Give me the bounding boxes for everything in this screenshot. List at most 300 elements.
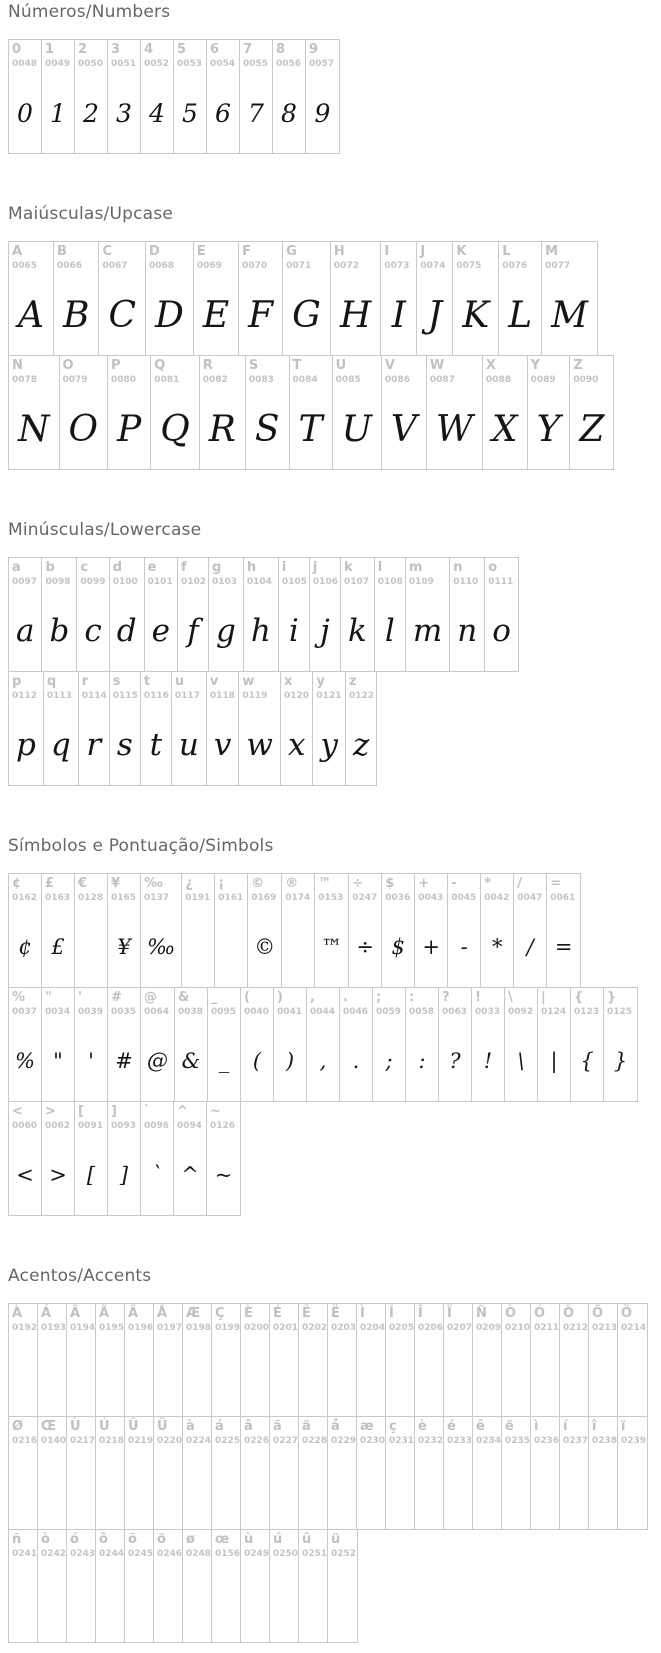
character-label: a bbox=[12, 560, 21, 575]
character-label: n bbox=[453, 560, 463, 575]
character-cell bbox=[42, 874, 75, 987]
glyph-preview: g bbox=[216, 613, 236, 649]
character-label: ™ bbox=[318, 876, 332, 891]
character-cell bbox=[239, 242, 283, 355]
glyph-preview: / bbox=[526, 935, 534, 959]
character-label: h bbox=[246, 560, 257, 575]
cell-label bbox=[481, 874, 513, 907]
cell-label bbox=[560, 1304, 588, 1337]
character-label: Å bbox=[157, 1306, 168, 1321]
glyph-preview bbox=[125, 1337, 153, 1416]
glyph-preview: 9 bbox=[314, 98, 331, 128]
character-cell bbox=[514, 874, 547, 987]
cell-label bbox=[60, 356, 108, 389]
unicode-code: 0104 bbox=[246, 577, 272, 587]
cell-label bbox=[54, 242, 98, 275]
cell-label bbox=[75, 1102, 107, 1135]
character-label: _ bbox=[211, 990, 218, 1005]
glyph-preview: u bbox=[178, 727, 199, 763]
glyph-preview: F bbox=[248, 294, 274, 336]
cell-label bbox=[373, 988, 405, 1021]
character-label: Ó bbox=[534, 1306, 546, 1321]
cell-label bbox=[108, 1102, 140, 1135]
character-label: õ bbox=[128, 1532, 137, 1547]
cell-label bbox=[141, 874, 181, 907]
character-label: ¡ bbox=[218, 876, 225, 891]
unicode-code: 0034 bbox=[45, 1007, 71, 1017]
glyph-preview bbox=[299, 1337, 327, 1416]
character-cell bbox=[406, 988, 439, 1101]
character-cell bbox=[175, 988, 208, 1101]
unicode-code: 0252 bbox=[331, 1549, 357, 1559]
glyph-preview bbox=[183, 1337, 211, 1416]
cell-label bbox=[502, 1304, 530, 1337]
unicode-code: 0081 bbox=[154, 375, 180, 385]
glyph-preview bbox=[415, 1337, 443, 1416]
cell-label bbox=[538, 988, 570, 1021]
unicode-code: 0101 bbox=[147, 577, 173, 587]
character-label: Ê bbox=[302, 1306, 311, 1321]
unicode-code: 0214 bbox=[621, 1323, 647, 1333]
unicode-code: 0204 bbox=[360, 1323, 385, 1333]
glyph-preview: 6 bbox=[215, 98, 231, 128]
cell-label bbox=[589, 1417, 617, 1450]
unicode-code: 0246 bbox=[157, 1549, 182, 1559]
character-label: Ü bbox=[157, 1419, 168, 1434]
glyph-preview: ] bbox=[119, 1163, 129, 1187]
character-cell bbox=[178, 558, 209, 671]
glyph-preview bbox=[125, 1450, 153, 1529]
unicode-code: 0087 bbox=[429, 375, 455, 385]
glyph-preview: O bbox=[68, 408, 99, 450]
glyph-preview: , bbox=[319, 1049, 327, 1073]
unicode-code: 0197 bbox=[157, 1323, 182, 1333]
character-label: y bbox=[316, 674, 325, 689]
unicode-code: 0038 bbox=[178, 1007, 204, 1017]
character-label: G bbox=[286, 244, 297, 259]
unicode-code: 0234 bbox=[476, 1436, 501, 1446]
character-label: C bbox=[102, 244, 113, 259]
unicode-code: 0216 bbox=[12, 1436, 37, 1446]
character-row bbox=[8, 987, 638, 1102]
character-cell bbox=[357, 1304, 386, 1416]
character-label: È bbox=[244, 1306, 253, 1321]
character-cell bbox=[246, 356, 290, 469]
character-row bbox=[8, 557, 519, 672]
character-cell bbox=[38, 1304, 67, 1416]
glyph-preview: 4 bbox=[149, 98, 165, 128]
cell-label bbox=[108, 356, 150, 389]
character-label: Ñ bbox=[476, 1306, 487, 1321]
unicode-code: 0052 bbox=[144, 59, 170, 69]
cell-label bbox=[315, 874, 348, 907]
cell-label bbox=[381, 242, 416, 275]
unicode-code: 0092 bbox=[508, 1007, 534, 1017]
character-cell bbox=[281, 672, 313, 785]
unicode-code: 0090 bbox=[573, 375, 599, 385]
cell-label bbox=[42, 1102, 74, 1135]
character-label: ' bbox=[78, 990, 82, 1005]
cell-label bbox=[439, 988, 471, 1021]
character-cell bbox=[560, 1304, 589, 1416]
cell-label bbox=[182, 874, 214, 907]
character-label: g bbox=[212, 560, 222, 575]
cell-label bbox=[375, 558, 405, 591]
cell-label bbox=[604, 988, 637, 1021]
unicode-code: 0054 bbox=[210, 59, 236, 69]
character-label: V bbox=[384, 358, 395, 373]
character-label: ì bbox=[534, 1419, 539, 1434]
unicode-code: 0212 bbox=[563, 1323, 588, 1333]
character-label: > bbox=[45, 1104, 56, 1119]
unicode-code: 0077 bbox=[545, 261, 571, 271]
character-label: E bbox=[196, 244, 206, 259]
glyph-preview: C bbox=[108, 294, 137, 336]
character-cell bbox=[528, 356, 571, 469]
character-label: Á bbox=[41, 1306, 52, 1321]
character-cell bbox=[244, 558, 279, 671]
glyph-preview: ¢ bbox=[18, 935, 32, 959]
unicode-code: 0191 bbox=[185, 893, 211, 903]
unicode-code: 0112 bbox=[12, 691, 38, 701]
character-cell bbox=[75, 1102, 108, 1215]
glyph-preview: 5 bbox=[182, 98, 198, 128]
unicode-code: 0070 bbox=[242, 261, 268, 271]
cell-label bbox=[589, 1304, 617, 1337]
unicode-code: 0113 bbox=[46, 691, 72, 701]
unicode-code: 0069 bbox=[196, 261, 222, 271]
character-cell bbox=[270, 1304, 299, 1416]
unicode-code: 0156 bbox=[215, 1549, 240, 1559]
unicode-code: 0161 bbox=[218, 893, 244, 903]
glyph-preview bbox=[270, 1450, 298, 1529]
section-title: Números/Numbers bbox=[8, 2, 171, 22]
character-label: Õ bbox=[592, 1306, 604, 1321]
cell-label bbox=[212, 1530, 240, 1563]
cell-label bbox=[154, 1530, 182, 1563]
glyph-preview bbox=[154, 1563, 182, 1642]
glyph-preview bbox=[560, 1450, 588, 1529]
glyph-preview bbox=[212, 1563, 240, 1642]
character-cell bbox=[248, 874, 282, 987]
character-cell bbox=[299, 1304, 328, 1416]
unicode-code: 0251 bbox=[302, 1549, 327, 1559]
cell-label bbox=[77, 558, 108, 591]
cell-label bbox=[239, 672, 280, 705]
unicode-code: 0121 bbox=[316, 691, 342, 701]
unicode-code: 0207 bbox=[447, 1323, 472, 1333]
glyph-preview: K bbox=[462, 294, 490, 336]
cell-label bbox=[386, 1304, 414, 1337]
character-label: Í bbox=[389, 1306, 394, 1321]
unicode-code: 0117 bbox=[174, 691, 200, 701]
character-row bbox=[8, 1416, 648, 1530]
unicode-code: 0111 bbox=[488, 577, 514, 587]
cell-label bbox=[194, 242, 238, 275]
unicode-code: 0063 bbox=[442, 1007, 468, 1017]
character-cell bbox=[42, 1102, 75, 1215]
character-label: å bbox=[331, 1419, 340, 1434]
character-cell bbox=[208, 988, 241, 1101]
cell-label bbox=[241, 1530, 269, 1563]
character-label: À bbox=[12, 1306, 23, 1321]
unicode-code: 0211 bbox=[534, 1323, 559, 1333]
character-cell bbox=[174, 1102, 207, 1215]
character-label: e bbox=[147, 560, 157, 575]
cell-label bbox=[382, 356, 426, 389]
character-label: Ø bbox=[12, 1419, 24, 1434]
character-label: Z bbox=[573, 358, 583, 373]
glyph-preview bbox=[444, 1450, 472, 1529]
glyph-preview bbox=[415, 1450, 443, 1529]
character-cell bbox=[415, 1304, 444, 1416]
cell-label bbox=[246, 356, 289, 389]
cell-label bbox=[42, 874, 74, 907]
character-label: v bbox=[209, 674, 219, 689]
character-cell bbox=[382, 874, 415, 987]
cell-label bbox=[207, 40, 239, 73]
cell-label bbox=[178, 558, 208, 591]
cell-label bbox=[270, 1530, 298, 1563]
character-cell bbox=[9, 1417, 38, 1529]
cell-label bbox=[415, 1304, 443, 1337]
glyph-preview bbox=[183, 1450, 211, 1529]
cell-label bbox=[110, 558, 144, 591]
character-cell bbox=[382, 356, 427, 469]
character-cell bbox=[313, 672, 346, 785]
character-cell bbox=[212, 1304, 241, 1416]
character-cell bbox=[207, 1102, 240, 1215]
glyph-preview: v bbox=[213, 727, 232, 763]
character-label: ü bbox=[331, 1532, 341, 1547]
character-cell bbox=[75, 874, 108, 987]
character-label: i bbox=[281, 560, 287, 575]
character-cell bbox=[79, 672, 110, 785]
unicode-code: 0084 bbox=[292, 375, 318, 385]
glyph-preview: 7 bbox=[248, 98, 264, 128]
unicode-code: 0165 bbox=[111, 893, 137, 903]
character-label: ö bbox=[157, 1532, 166, 1547]
glyph-preview bbox=[241, 1563, 269, 1642]
character-label: s bbox=[112, 674, 121, 689]
character-cell bbox=[183, 1530, 212, 1642]
glyph-preview bbox=[618, 1337, 647, 1416]
character-label: ò bbox=[41, 1532, 50, 1547]
unicode-code: 0086 bbox=[384, 375, 410, 385]
glyph-preview: I bbox=[391, 294, 406, 336]
glyph-preview bbox=[282, 907, 314, 987]
character-label: Ú bbox=[99, 1419, 110, 1434]
cell-label bbox=[9, 1530, 37, 1563]
unicode-code: 0162 bbox=[12, 893, 38, 903]
unicode-code: 0192 bbox=[12, 1323, 37, 1333]
character-label: ê bbox=[476, 1419, 485, 1434]
character-cell bbox=[207, 40, 240, 153]
unicode-code: 0210 bbox=[505, 1323, 530, 1333]
cell-label bbox=[9, 242, 53, 275]
cell-label bbox=[386, 1417, 414, 1450]
character-cell bbox=[110, 558, 145, 671]
unicode-code: 0071 bbox=[286, 261, 312, 271]
glyph-preview bbox=[215, 907, 247, 987]
unicode-code: 0105 bbox=[281, 577, 307, 587]
character-cell bbox=[75, 40, 108, 153]
cell-label bbox=[125, 1417, 153, 1450]
cell-label bbox=[174, 1102, 206, 1135]
character-cell bbox=[209, 558, 244, 671]
section-accents bbox=[8, 1266, 661, 1643]
character-cell bbox=[96, 1304, 125, 1416]
character-label: œ bbox=[215, 1532, 230, 1547]
character-label: à bbox=[186, 1419, 195, 1434]
cell-label bbox=[528, 356, 570, 389]
character-cell bbox=[108, 356, 151, 469]
unicode-code: 0248 bbox=[186, 1549, 211, 1559]
section-upcase bbox=[8, 204, 661, 470]
character-label: u bbox=[174, 674, 185, 689]
unicode-code: 0094 bbox=[177, 1121, 203, 1131]
cell-label bbox=[313, 672, 345, 705]
character-label: ¥ bbox=[111, 876, 121, 891]
character-label: l bbox=[377, 560, 383, 575]
unicode-code: 0137 bbox=[144, 893, 170, 903]
glyph-preview bbox=[182, 907, 214, 987]
cell-label bbox=[618, 1304, 647, 1337]
cell-label bbox=[200, 356, 245, 389]
unicode-code: 0058 bbox=[409, 1007, 435, 1017]
glyph-preview: % bbox=[15, 1049, 35, 1073]
unicode-code: 0250 bbox=[273, 1549, 298, 1559]
cell-label bbox=[560, 1417, 588, 1450]
cell-label bbox=[75, 988, 107, 1021]
character-cell bbox=[427, 356, 483, 469]
character-cell bbox=[172, 672, 207, 785]
unicode-code: 0174 bbox=[285, 893, 311, 903]
glyph-preview bbox=[444, 1337, 472, 1416]
character-cell bbox=[349, 874, 382, 987]
glyph-preview bbox=[328, 1563, 357, 1642]
character-cell bbox=[415, 874, 448, 987]
character-label: D bbox=[149, 244, 160, 259]
character-label: U bbox=[335, 358, 347, 373]
cell-label bbox=[9, 356, 59, 389]
character-cell bbox=[341, 558, 375, 671]
character-cell bbox=[505, 988, 538, 1101]
cell-label bbox=[239, 242, 282, 275]
character-cell bbox=[141, 672, 172, 785]
unicode-code: 0124 bbox=[541, 1007, 567, 1017]
glyph-preview: ! bbox=[483, 1049, 493, 1073]
character-label: " bbox=[45, 990, 52, 1005]
unicode-code: 0108 bbox=[377, 577, 403, 587]
character-cell bbox=[618, 1304, 647, 1416]
character-label: & bbox=[178, 990, 190, 1005]
character-cell bbox=[44, 672, 79, 785]
unicode-code: 0061 bbox=[550, 893, 576, 903]
character-cell bbox=[96, 1530, 125, 1642]
character-label: P bbox=[111, 358, 121, 373]
character-cell bbox=[346, 672, 376, 785]
glyph-preview: . bbox=[352, 1049, 360, 1073]
character-cell bbox=[174, 40, 207, 153]
unicode-code: 0241 bbox=[12, 1549, 37, 1559]
cell-label bbox=[357, 1417, 385, 1450]
character-row bbox=[8, 1101, 241, 1216]
unicode-code: 0163 bbox=[45, 893, 71, 903]
character-label: F bbox=[242, 244, 252, 259]
unicode-code: 0053 bbox=[177, 59, 203, 69]
character-label: c bbox=[80, 560, 89, 575]
character-label: Â bbox=[70, 1306, 81, 1321]
unicode-code: 0242 bbox=[41, 1549, 66, 1559]
glyph-preview: @ bbox=[147, 1049, 168, 1073]
character-label: d bbox=[112, 560, 123, 575]
character-label: ó bbox=[70, 1532, 79, 1547]
character-label: q bbox=[46, 674, 57, 689]
character-label: 6 bbox=[210, 42, 220, 57]
unicode-code: 0243 bbox=[70, 1549, 95, 1559]
character-cell bbox=[108, 40, 141, 153]
cell-label bbox=[38, 1417, 66, 1450]
unicode-code: 0114 bbox=[81, 691, 107, 701]
character-label: 1 bbox=[45, 42, 55, 57]
glyph-preview: } bbox=[613, 1049, 628, 1073]
section-title: Minúsculas/Lowercase bbox=[8, 520, 202, 540]
unicode-code: 0205 bbox=[389, 1323, 414, 1333]
unicode-code: 0217 bbox=[70, 1436, 95, 1446]
glyph-preview bbox=[618, 1450, 647, 1529]
character-row bbox=[8, 355, 614, 470]
unicode-code: 0119 bbox=[242, 691, 268, 701]
character-cell bbox=[472, 988, 505, 1101]
unicode-code: 0042 bbox=[484, 893, 510, 903]
character-label: ú bbox=[273, 1532, 283, 1547]
glyph-preview bbox=[560, 1337, 588, 1416]
unicode-code: 0226 bbox=[244, 1436, 269, 1446]
character-label: 5 bbox=[177, 42, 187, 57]
character-cell bbox=[67, 1304, 96, 1416]
cell-label bbox=[570, 356, 613, 389]
unicode-code: 0102 bbox=[180, 577, 206, 587]
cell-label bbox=[212, 1417, 240, 1450]
character-cell bbox=[9, 988, 42, 1101]
character-row bbox=[8, 39, 340, 154]
cell-label bbox=[531, 1417, 559, 1450]
character-label: } bbox=[607, 990, 617, 1005]
glyph-preview: E bbox=[202, 294, 230, 336]
glyph-preview: j bbox=[320, 613, 330, 649]
character-cell bbox=[483, 356, 528, 469]
cell-label bbox=[154, 1417, 182, 1450]
cell-label bbox=[125, 1304, 153, 1337]
glyph-preview: V bbox=[390, 408, 417, 450]
unicode-code: 0074 bbox=[420, 261, 446, 271]
character-cell bbox=[54, 242, 99, 355]
unicode-code: 0224 bbox=[186, 1436, 211, 1446]
character-cell bbox=[141, 40, 174, 153]
cell-label bbox=[183, 1304, 211, 1337]
character-label: p bbox=[12, 674, 22, 689]
glyph-preview: D bbox=[155, 294, 184, 336]
cell-label bbox=[9, 40, 41, 73]
cell-label bbox=[174, 40, 206, 73]
unicode-code: 0125 bbox=[607, 1007, 633, 1017]
unicode-code: 0233 bbox=[447, 1436, 472, 1446]
glyph-preview: [ bbox=[86, 1163, 96, 1187]
unicode-code: 0059 bbox=[376, 1007, 402, 1017]
character-cell bbox=[473, 1417, 502, 1529]
glyph-preview: P bbox=[117, 408, 142, 450]
